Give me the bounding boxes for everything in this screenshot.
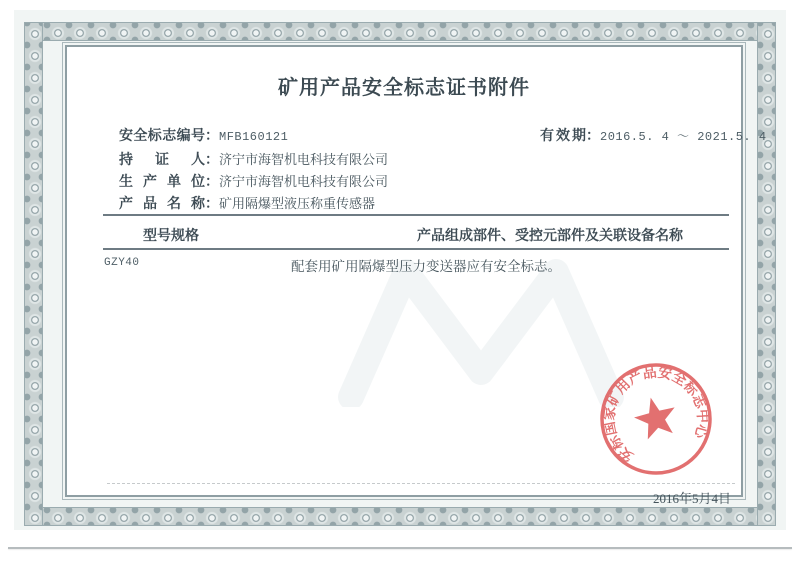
- watermark-ma-logo: [331, 257, 631, 407]
- field-label: 持 证 人: [119, 153, 205, 168]
- field-label: 产 品 名 称: [119, 197, 205, 212]
- colon: ：: [205, 197, 219, 212]
- certificate-holder-value: 济宁市海智机电科技有限公司: [219, 152, 389, 167]
- seal-text: 安标国家矿用产品安全标志中心: [601, 364, 711, 465]
- field-label: 生 产 单 位: [119, 175, 205, 190]
- issue-date: 2016年5月4日: [652, 491, 731, 506]
- manufacturer-value: 济宁市海智机电科技有限公司: [219, 174, 389, 189]
- inner-frame: [62, 42, 767, 506]
- certificate-content-area: [65, 45, 767, 506]
- field-row-safety-mark-number: [119, 125, 767, 145]
- table-row-components: 配套用矿用隔爆型压力变送器应有安全标志。: [291, 259, 561, 274]
- border-ornament-right: [757, 22, 776, 526]
- product-name-value: 矿用隔爆型液压称重传感器: [219, 196, 376, 211]
- colon: ：: [205, 175, 219, 190]
- star-icon: [630, 393, 680, 442]
- watermark-shape: [351, 272, 611, 397]
- field-row-manufacturer: [119, 171, 388, 191]
- border-ornament-bottom: [24, 507, 776, 526]
- validity-field: [540, 125, 767, 145]
- validity-label: 有效期: [540, 129, 586, 144]
- colon: ：: [586, 129, 600, 144]
- colon: ：: [205, 153, 219, 168]
- table-top-rule: [103, 214, 729, 216]
- certificate-sheet: [14, 10, 786, 530]
- safety-mark-number-value: MFB160121: [219, 130, 289, 144]
- colon: ：: [205, 129, 219, 144]
- table-header-model-spec: 型号规格: [143, 229, 199, 244]
- field-row-certificate-holder: [119, 149, 388, 169]
- border-ornament-left: [24, 22, 43, 526]
- table-header-rule: [103, 248, 729, 250]
- table-header-components: 产品组成部件、受控元部件及关联设备名称: [417, 229, 683, 244]
- certificate-title: 矿用产品安全标志证书附件: [278, 77, 530, 99]
- scan-edge-shadow: [8, 547, 792, 549]
- official-red-seal: [590, 353, 722, 485]
- field-label: 安全标志编号: [119, 129, 205, 144]
- table-row-model: GZY40: [104, 257, 140, 269]
- validity-value: 2016.5. 4 ～ 2021.5. 4: [600, 130, 767, 144]
- field-row-product-name: [119, 193, 375, 213]
- border-ornament-top: [24, 22, 776, 41]
